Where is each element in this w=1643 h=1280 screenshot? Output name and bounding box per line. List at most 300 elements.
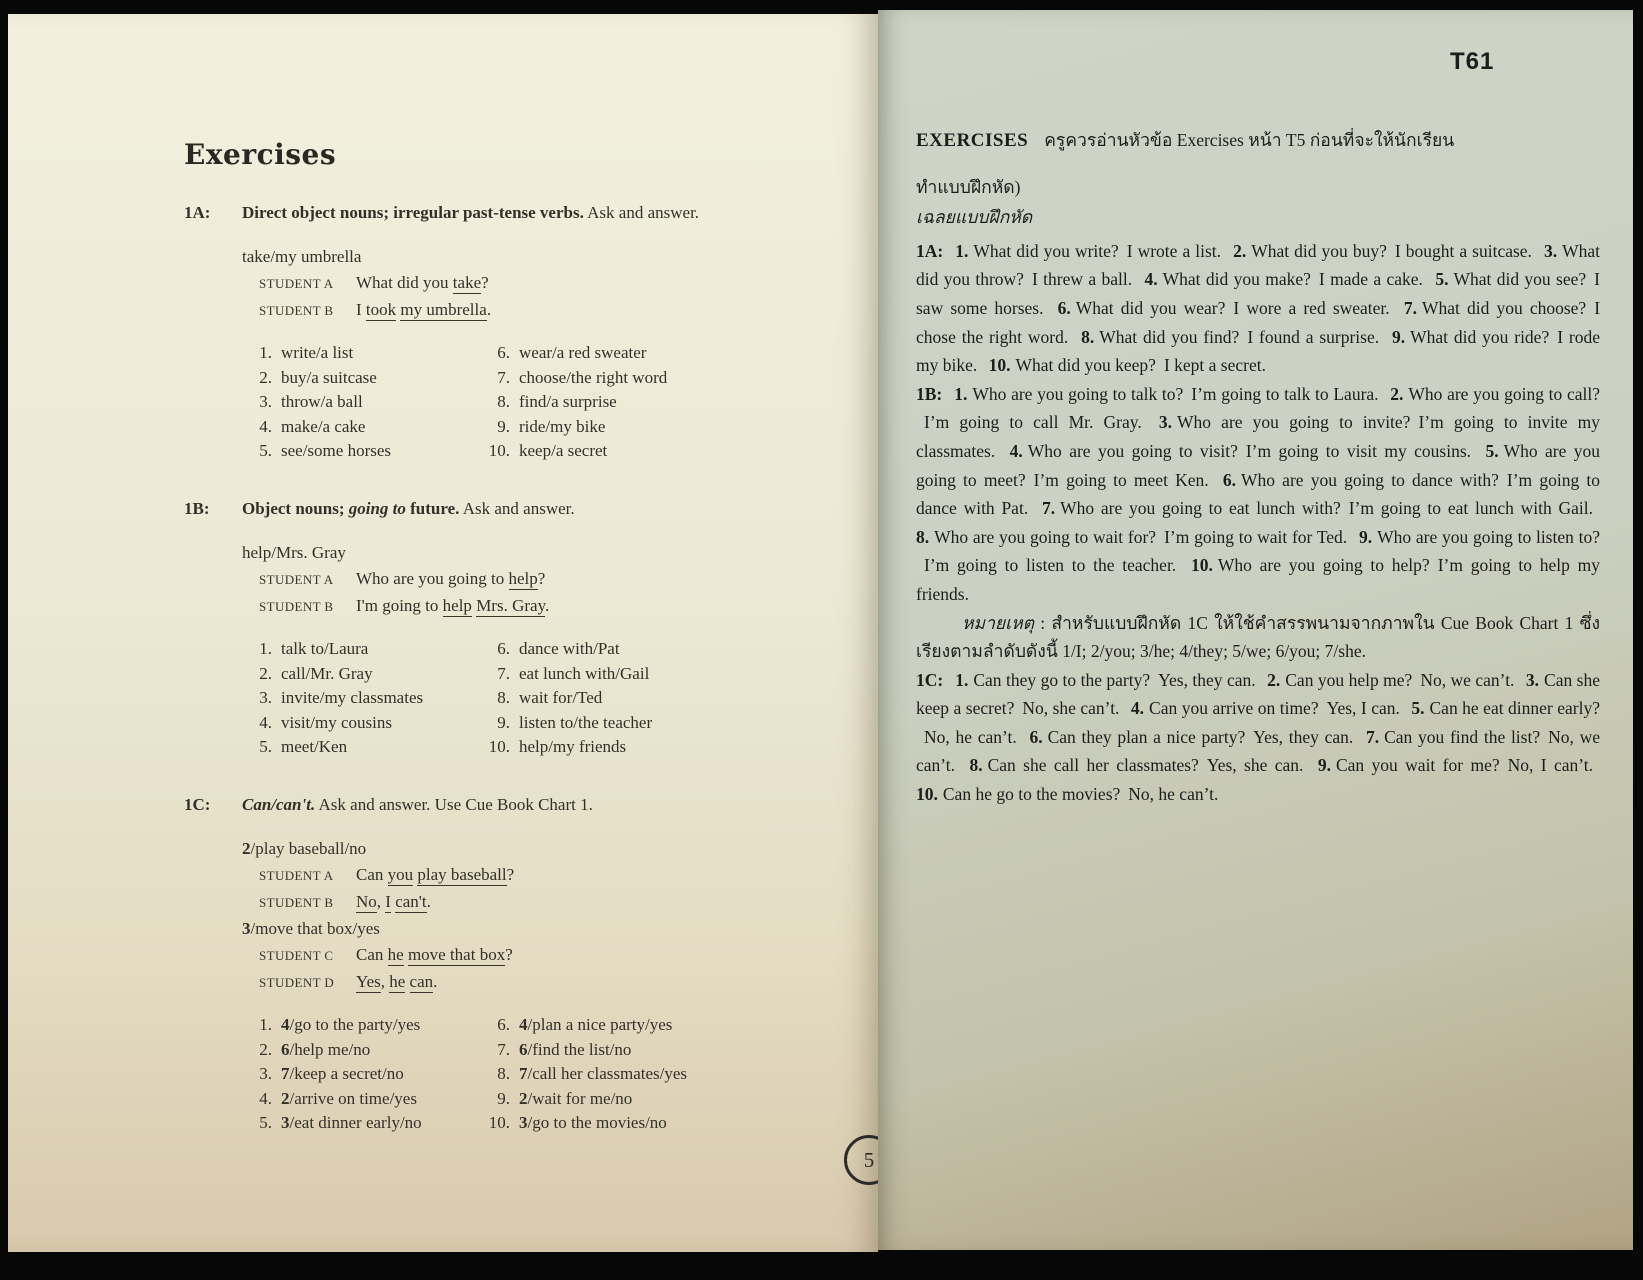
item-text: buy/a suitcase: [281, 367, 377, 387]
item-number: 10.: [488, 441, 510, 461]
item-cue-number: 2: [519, 1088, 528, 1108]
qa-pair: [1233, 241, 1532, 261]
item-column-left: [242, 341, 480, 464]
text-run: Ask and answer.: [583, 203, 700, 222]
qa-answer: Yes, I can.: [1326, 698, 1400, 719]
qa-question: Can they plan a nice party?: [1047, 726, 1246, 747]
item-number: 3.: [259, 392, 272, 412]
text-run: Who are you going to: [356, 568, 509, 588]
qa-question: Who are you going to visit?: [1027, 440, 1238, 461]
word-underlined: Yes: [356, 971, 381, 991]
qa-question: Can he eat dinner early?: [1429, 698, 1600, 719]
answers-header-title: EXERCISES: [916, 130, 1029, 151]
item-text: /go to the movies/no: [527, 1113, 667, 1133]
item-number: 3.: [259, 688, 272, 708]
item-text: /help me/no: [289, 1039, 371, 1059]
text-run: Can: [356, 864, 388, 884]
qa-question: Who are you going to meet?: [916, 440, 1601, 490]
qa-number: 1.: [954, 383, 968, 404]
answers-section-label: 1A:: [916, 240, 944, 261]
qa-number: 1.: [955, 669, 969, 690]
text-run: /play baseball/no: [250, 838, 367, 858]
speaker-label: STUDENT D: [259, 974, 335, 990]
item-text: /plan a nice party/yes: [527, 1014, 673, 1034]
qa-number: 6.: [1057, 297, 1071, 318]
qa-pair: [954, 384, 1378, 404]
list-item: [480, 1111, 780, 1136]
qa-question: Who are you going to listen to?: [1377, 526, 1601, 547]
item-text: meet/Ken: [281, 737, 348, 757]
word-underlined: take: [452, 273, 482, 292]
item-number: 5.: [259, 441, 272, 461]
section-heading: [184, 201, 812, 225]
list-item: [242, 390, 480, 415]
item-cue-number: 6: [281, 1039, 290, 1059]
qa-answer: Yes, she can.: [1206, 755, 1304, 776]
qa-pair: [1318, 755, 1593, 775]
qa-pair: [955, 241, 1221, 261]
answers-header: [916, 126, 1600, 156]
item-text: /keep a secret/no: [289, 1064, 404, 1084]
item-columns: [242, 341, 812, 464]
item-number: 8.: [497, 392, 510, 412]
qa-number: 5.: [1485, 440, 1499, 461]
folio-label: T61: [1450, 48, 1495, 75]
qa-number: 8.: [1081, 326, 1095, 347]
qa-answer: Yes, they can.: [1158, 669, 1256, 690]
note-sequence: 1/I; 2/you; 3/he; 4/they; 5/we; 6/you; 7/she.: [1062, 641, 1366, 662]
note-label: หมายเหตุ: [962, 612, 1035, 633]
text-run: :: [1034, 612, 1052, 633]
list-item: [480, 686, 780, 711]
section-heading: [184, 793, 812, 817]
list-item: [242, 711, 480, 736]
item-text: /find the list/no: [527, 1039, 632, 1059]
qa-question: What did you buy?: [1251, 240, 1387, 261]
dialogue-line: [259, 969, 812, 996]
text-run: Can/can't.: [242, 794, 316, 814]
qa-answer: No, we can’t.: [916, 726, 1601, 776]
word-underlined: you: [387, 864, 414, 884]
item-text: find/a surprise: [519, 392, 617, 412]
text-run: ,: [380, 971, 390, 991]
qa-pair: [1081, 327, 1379, 347]
list-item: [242, 1062, 480, 1087]
item-number: 1.: [259, 343, 272, 362]
word-underlined: took: [365, 300, 397, 319]
word-underlined: he: [387, 944, 404, 964]
qa-question: Can she call her classmates?: [987, 755, 1199, 776]
qa-pair: [1042, 498, 1593, 518]
item-column-right: [480, 637, 780, 760]
qa-answer: No, he can’t.: [1128, 784, 1219, 805]
section-heading: [184, 497, 812, 521]
qa-number: 3.: [1158, 412, 1173, 433]
cue-line: [242, 836, 812, 861]
section-1b: [184, 497, 812, 760]
text-run: Ask and answer. Use Cue Book Chart 1.: [315, 794, 593, 814]
item-number: 7.: [497, 367, 510, 387]
item-text: throw/a ball: [281, 392, 363, 412]
qa-pair: [916, 784, 1218, 804]
text-run: Ask and answer.: [459, 498, 575, 518]
qa-question: Who are you going to call?: [1408, 383, 1600, 404]
list-item: [242, 686, 480, 711]
item-text: keep/a secret: [519, 441, 608, 461]
text-run: /move that box/yes: [250, 918, 380, 938]
qa-pair: [1010, 441, 1471, 461]
qa-number: 8.: [969, 755, 983, 776]
answers-header-thai: ครูควรอ่านหัวข้อ Exercises หน้า T5 ก่อนที่จะให้นักเรียน: [1044, 130, 1455, 150]
qa-pair: [989, 355, 1266, 375]
qa-question: What did you throw?: [916, 240, 1601, 290]
qa-question: What did you choose?: [1421, 297, 1587, 318]
qa-number: 9.: [1358, 526, 1373, 547]
qa-pair: [1131, 698, 1400, 718]
list-item: [480, 662, 780, 687]
item-number: 9.: [497, 416, 510, 436]
qa-question: Who are you going to invite?: [1177, 412, 1411, 433]
text-run: I'm going to: [356, 595, 443, 615]
text-run: future.: [405, 498, 460, 518]
section-id: 1A:: [184, 203, 211, 222]
qa-number: 4.: [1144, 269, 1158, 290]
qa-pair: [1029, 727, 1353, 747]
list-item: [480, 637, 780, 662]
qa-question: Can you find the list?: [1384, 726, 1541, 747]
qa-answer: No, I can’t.: [1507, 755, 1594, 776]
qa-question: What did you make?: [1162, 269, 1311, 290]
item-number: 5.: [259, 737, 272, 757]
left-page-content: [184, 138, 812, 1136]
qa-answer: I rode my bike.: [916, 326, 1601, 376]
cue-line: [242, 916, 812, 941]
cue-number: 2: [242, 838, 251, 858]
item-text: choose/the right word: [519, 367, 668, 387]
item-cue-number: 7: [281, 1064, 290, 1084]
qa-question: Can he go to the movies?: [942, 784, 1121, 805]
qa-answer: I bought a suitcase.: [1394, 240, 1532, 261]
text-run: Can: [356, 944, 388, 964]
note-paragraph: [916, 609, 1600, 666]
section-id: 1C:: [184, 794, 211, 814]
word-underlined: play baseball: [417, 864, 507, 884]
qa-pair: [1145, 269, 1423, 289]
qa-number: 9.: [1317, 755, 1331, 776]
qa-question: Can you wait for me?: [1335, 755, 1500, 776]
speaker-label: STUDENT A: [259, 571, 334, 587]
text-run: .: [544, 595, 550, 615]
item-number: 8.: [497, 688, 510, 708]
section-id: 1B:: [184, 498, 210, 518]
item-number: 8.: [497, 1064, 510, 1084]
qa-pair: [916, 527, 1347, 547]
speaker-label: STUDENT C: [259, 947, 334, 963]
qa-answer: Yes, they can.: [1253, 726, 1354, 747]
dialogue-line: [259, 593, 812, 620]
qa-number: 6.: [1029, 726, 1043, 747]
cue-line: help/Mrs. Gray: [242, 542, 346, 562]
word-underlined: help: [508, 568, 538, 588]
item-columns: [242, 637, 812, 760]
qa-answer: I’m going to eat lunch with Gail.: [1348, 498, 1594, 519]
dialogue-line: [259, 862, 812, 889]
section-title: [242, 793, 812, 817]
list-item: [242, 1013, 480, 1038]
qa-answer: I’m going to visit my cousins.: [1245, 440, 1472, 461]
qa-question: Who are you going to dance with?: [1240, 469, 1499, 490]
answers-header-thai-2: ทำแบบฝึกหัด): [916, 176, 1021, 197]
item-cue-number: 4: [281, 1014, 290, 1034]
text-run: .: [433, 971, 438, 991]
qa-number: 6.: [1222, 469, 1236, 490]
answers-1a: [916, 237, 1600, 380]
example-block: [242, 244, 812, 324]
qa-question: What did you ride?: [1410, 326, 1550, 347]
qa-answer: I’m going to meet Ken.: [1033, 469, 1209, 490]
qa-number: 1.: [955, 240, 969, 261]
qa-answer: I’m going to dance with Pat.: [916, 469, 1600, 519]
right-page: [878, 10, 1633, 1250]
qa-question: What did you wear?: [1075, 297, 1226, 318]
item-number: 10.: [488, 1113, 510, 1133]
dialogue-line: [259, 297, 812, 324]
section-title: [242, 201, 812, 225]
note-text: สำหรับแบบฝึกหัด 1C ให้ใช้คำสรรพนามจากภาพใน Cue Book Chart 1 ซึ่งเรียงตามลำดับดังนี้: [916, 612, 1600, 662]
list-item: [242, 415, 480, 440]
list-item: [480, 439, 780, 464]
item-column-right: [480, 1013, 780, 1136]
qa-number: 7.: [1041, 498, 1056, 519]
qa-list: [916, 384, 1600, 604]
answers-section-label: 1B:: [916, 383, 943, 404]
item-number: 9.: [497, 1088, 510, 1108]
word-underlined: can't: [395, 891, 427, 911]
item-text: dance with/Pat: [519, 638, 620, 658]
item-number: 5.: [259, 1113, 272, 1133]
list-item: [480, 341, 780, 366]
qa-number: 7.: [1365, 726, 1380, 747]
text-run: ?: [506, 864, 515, 884]
item-number: 10.: [488, 737, 510, 757]
text-run: What did you: [356, 273, 453, 292]
item-number: 7.: [497, 663, 510, 683]
item-column-left: [242, 1013, 480, 1136]
item-cue-number: 6: [519, 1039, 528, 1059]
qa-number: 2.: [1390, 383, 1404, 404]
qa-question: Who are you going to eat lunch with?: [1060, 498, 1341, 519]
qa-number: 4.: [1130, 698, 1145, 719]
item-text: help/my friends: [519, 737, 627, 757]
text-run: .: [426, 891, 431, 911]
speaker-label: STUDENT A: [259, 276, 334, 291]
answers-1c: [916, 666, 1600, 809]
list-item: [242, 439, 480, 464]
item-number: 4.: [259, 416, 272, 436]
item-number: 6.: [497, 343, 510, 362]
item-column-right: [480, 341, 780, 464]
list-item: [480, 735, 780, 760]
dialogue-line: [259, 889, 812, 916]
qa-answer: I saw some horses.: [916, 269, 1600, 318]
qa-question: Can you arrive on time?: [1149, 698, 1319, 719]
list-item: [242, 366, 480, 391]
qa-answer: I’m going to wait for Ted.: [1164, 526, 1348, 547]
qa-number: 5.: [1435, 269, 1449, 290]
right-page-content: [916, 126, 1600, 809]
page-title: Exercises: [184, 138, 337, 171]
qa-answer: I threw a ball.: [1031, 269, 1133, 290]
qa-question: Can she keep a secret?: [916, 669, 1600, 719]
left-page: [8, 14, 878, 1252]
list-item: [480, 711, 780, 736]
qa-answer: No, she can’t.: [1022, 698, 1120, 719]
item-text: see/some horses: [281, 441, 392, 461]
example-block: [242, 836, 812, 996]
item-number: 2.: [259, 367, 272, 387]
qa-pair: [955, 670, 1255, 690]
item-column-left: [242, 637, 480, 760]
item-text: visit/my cousins: [281, 712, 392, 732]
qa-question: Can they go to the party?: [973, 669, 1151, 690]
item-columns: [242, 1013, 812, 1136]
section-1a: [184, 201, 812, 464]
item-text: wait for/Ted: [519, 688, 603, 708]
item-text: /wait for me/no: [527, 1088, 633, 1108]
qa-number: 10.: [1190, 555, 1213, 576]
dialogue-line: [259, 270, 812, 297]
qa-answer: I’m going to invite my classmates.: [916, 412, 1600, 461]
item-text: /arrive on time/yes: [289, 1088, 417, 1108]
list-item: [242, 341, 480, 366]
list-item: [242, 1038, 480, 1063]
qa-answer: I’m going to talk to Laura.: [1191, 383, 1379, 404]
list-item: [480, 366, 780, 391]
speaker-label: STUDENT B: [259, 598, 334, 614]
qa-number: 3.: [1525, 669, 1540, 690]
speaker-label: STUDENT A: [259, 867, 334, 883]
item-number: 6.: [497, 1014, 510, 1034]
qa-number: 8.: [916, 526, 930, 547]
item-number: 2.: [259, 663, 272, 683]
list-item: [242, 662, 480, 687]
text-run: ?: [537, 568, 546, 588]
qa-answer: I chose the right word.: [916, 297, 1601, 347]
list-item: [480, 415, 780, 440]
text-run: ,: [376, 891, 386, 911]
word-underlined: can: [409, 971, 434, 991]
item-cue-number: 3: [281, 1113, 290, 1133]
answers-section-label: 1C:: [916, 669, 944, 690]
list-item: [480, 1087, 780, 1112]
answer-key-label: เฉลยแบบฝึกหัด: [916, 207, 1033, 228]
qa-number: 2.: [1233, 240, 1247, 261]
text-run: [405, 972, 409, 991]
section-title: [242, 497, 812, 521]
item-text: write/a list: [281, 343, 354, 362]
dialogue-line: [259, 942, 812, 969]
item-number: 4.: [259, 1088, 272, 1108]
item-number: 6.: [497, 638, 510, 658]
word-underlined: help: [442, 595, 472, 615]
qa-number: 2.: [1267, 669, 1281, 690]
item-text: /go to the party/yes: [289, 1014, 421, 1034]
list-item: [480, 1038, 780, 1063]
item-number: 9.: [497, 712, 510, 732]
qa-question: What did you write?: [973, 240, 1119, 261]
list-item: [480, 390, 780, 415]
qa-number: 3.: [1543, 240, 1558, 261]
item-number: 1.: [259, 638, 272, 658]
dialogue-line: [259, 566, 812, 593]
list-item: [242, 735, 480, 760]
qa-answer: I’m going to listen to the teacher.: [924, 555, 1177, 576]
item-number: 2.: [259, 1039, 272, 1059]
speaker-label: STUDENT B: [259, 894, 334, 910]
qa-answer: I made a cake.: [1318, 269, 1423, 290]
word-underlined: I: [385, 891, 391, 911]
qa-question: Can you help me?: [1285, 669, 1413, 690]
text-run: Direct object nouns; irregular past-tense verbs.: [242, 203, 584, 222]
qa-answer: No, he can’t.: [924, 726, 1017, 747]
text-run: ?: [481, 273, 489, 292]
item-cue-number: 3: [519, 1113, 528, 1133]
item-number: 4.: [259, 712, 272, 732]
qa-pair: [1058, 298, 1390, 318]
qa-answer: I’m going to help my friends.: [916, 555, 1600, 604]
list-item: [480, 1013, 780, 1038]
page-number: 5: [863, 1147, 875, 1172]
item-text: make/a cake: [281, 416, 366, 436]
qa-list: [916, 670, 1600, 804]
item-text: talk to/Laura: [281, 638, 369, 658]
item-text: wear/a red sweater: [519, 343, 647, 362]
qa-answer: I kept a secret.: [1163, 355, 1266, 376]
item-text: call/Mr. Gray: [281, 663, 373, 683]
qa-question: What did you find?: [1099, 326, 1240, 347]
text-run: .: [486, 300, 492, 319]
cue-number: 3: [242, 918, 251, 938]
section-1c: [184, 793, 812, 1136]
item-text: /call her classmates/yes: [527, 1064, 688, 1084]
item-number: 3.: [259, 1064, 272, 1084]
item-cue-number: 2: [281, 1088, 290, 1108]
qa-number: 7.: [1403, 297, 1417, 318]
qa-answer: I wrote a list.: [1126, 240, 1222, 261]
list-item: [242, 1111, 480, 1136]
item-text: invite/my classmates: [281, 688, 424, 708]
item-number: 7.: [497, 1039, 510, 1059]
qa-question: Who are you going to talk to?: [972, 383, 1184, 404]
item-text: listen to/the teacher: [519, 712, 653, 732]
cue-line: take/my umbrella: [242, 247, 362, 266]
text-run: Object nouns;: [242, 498, 349, 518]
qa-pair: [969, 755, 1303, 775]
word-underlined: my umbrella: [400, 300, 487, 319]
example-block: [242, 540, 812, 620]
text-run: ?: [505, 944, 513, 964]
qa-number: 4.: [1009, 440, 1023, 461]
item-text: ride/my bike: [519, 416, 606, 436]
item-cue-number: 7: [519, 1064, 528, 1084]
word-underlined: move that box: [407, 944, 506, 964]
qa-answer: No, we can’t.: [1420, 669, 1515, 690]
text-run: I: [356, 300, 366, 319]
qa-answer: I wore a red sweater.: [1233, 297, 1390, 318]
item-text: /eat dinner early/no: [289, 1113, 422, 1133]
qa-number: 5.: [1411, 698, 1425, 719]
answers-1b: [916, 380, 1600, 609]
